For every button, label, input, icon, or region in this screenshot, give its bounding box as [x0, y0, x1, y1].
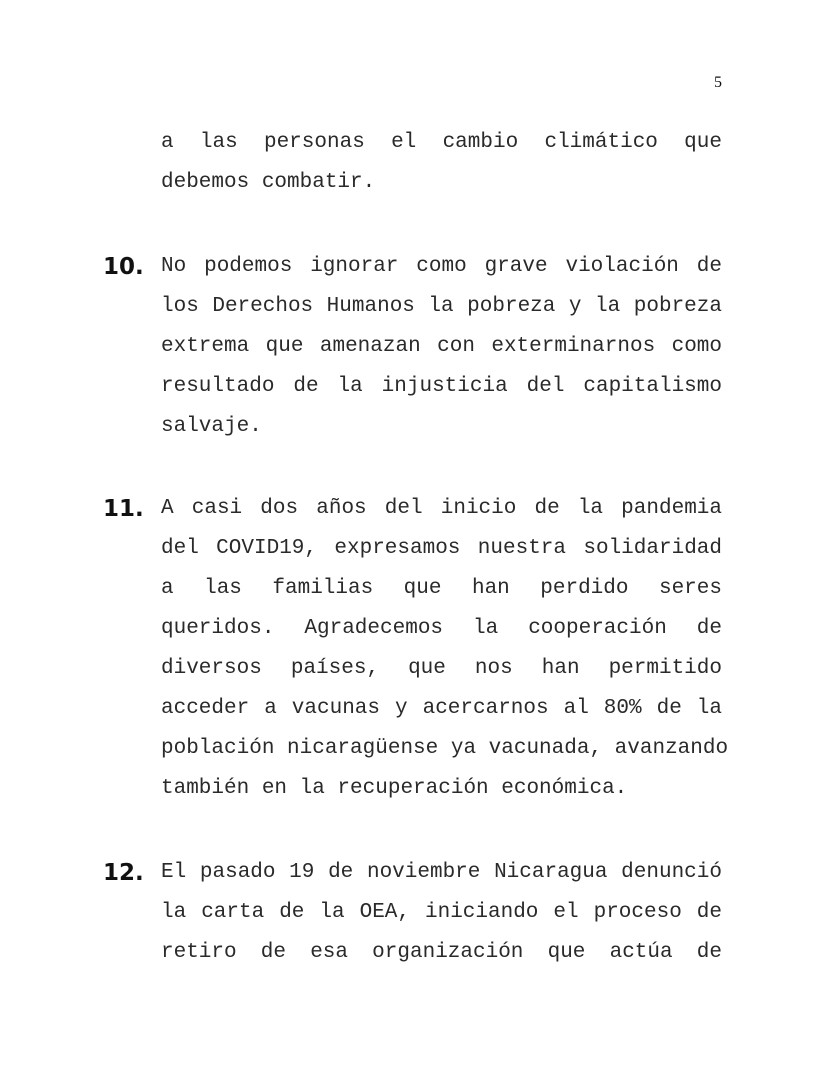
paragraph-line: los Derechos Humanos la pobreza y la pobreza — [161, 295, 722, 318]
paragraph-line: A casi dos años del inicio de la pandemia — [161, 497, 722, 520]
paragraph-line: también en la recuperación económica. — [161, 777, 628, 800]
paragraph-line: población nicaragüense ya vacunada, avanzando — [161, 737, 729, 760]
paragraph-number: 12. — [103, 860, 144, 886]
paragraph-line: retiro de esa organización que actúa de — [161, 941, 722, 964]
paragraph-line: queridos. Agradecemos la cooperación de — [161, 617, 722, 640]
paragraph-line: del COVID19, expresamos nuestra solidaridad — [161, 537, 722, 560]
paragraph-line: extrema que amenazan con exterminarnos como — [161, 335, 722, 358]
paragraph-line: resultado de la injusticia del capitalismo — [161, 375, 722, 398]
paragraph-line: salvaje. — [161, 415, 262, 438]
paragraph-line: a las personas el cambio climático que — [161, 131, 722, 154]
paragraph-number: 10. — [103, 254, 144, 280]
page-number: 5 — [714, 74, 722, 91]
paragraph-line: a las familias que han perdido seres — [161, 577, 722, 600]
paragraph-line: El pasado 19 de noviembre Nicaragua denunció — [161, 861, 722, 884]
paragraph-line: la carta de la OEA, iniciando el proceso de — [161, 901, 722, 924]
paragraph-line: debemos combatir. — [161, 171, 376, 194]
paragraph-line: diversos países, que nos han permitido — [161, 657, 722, 680]
paragraph-line: No podemos ignorar como grave violación de — [161, 255, 722, 278]
paragraph-number: 11. — [103, 496, 144, 522]
paragraph-line: acceder a vacunas y acercarnos al 80% de la — [161, 697, 722, 720]
